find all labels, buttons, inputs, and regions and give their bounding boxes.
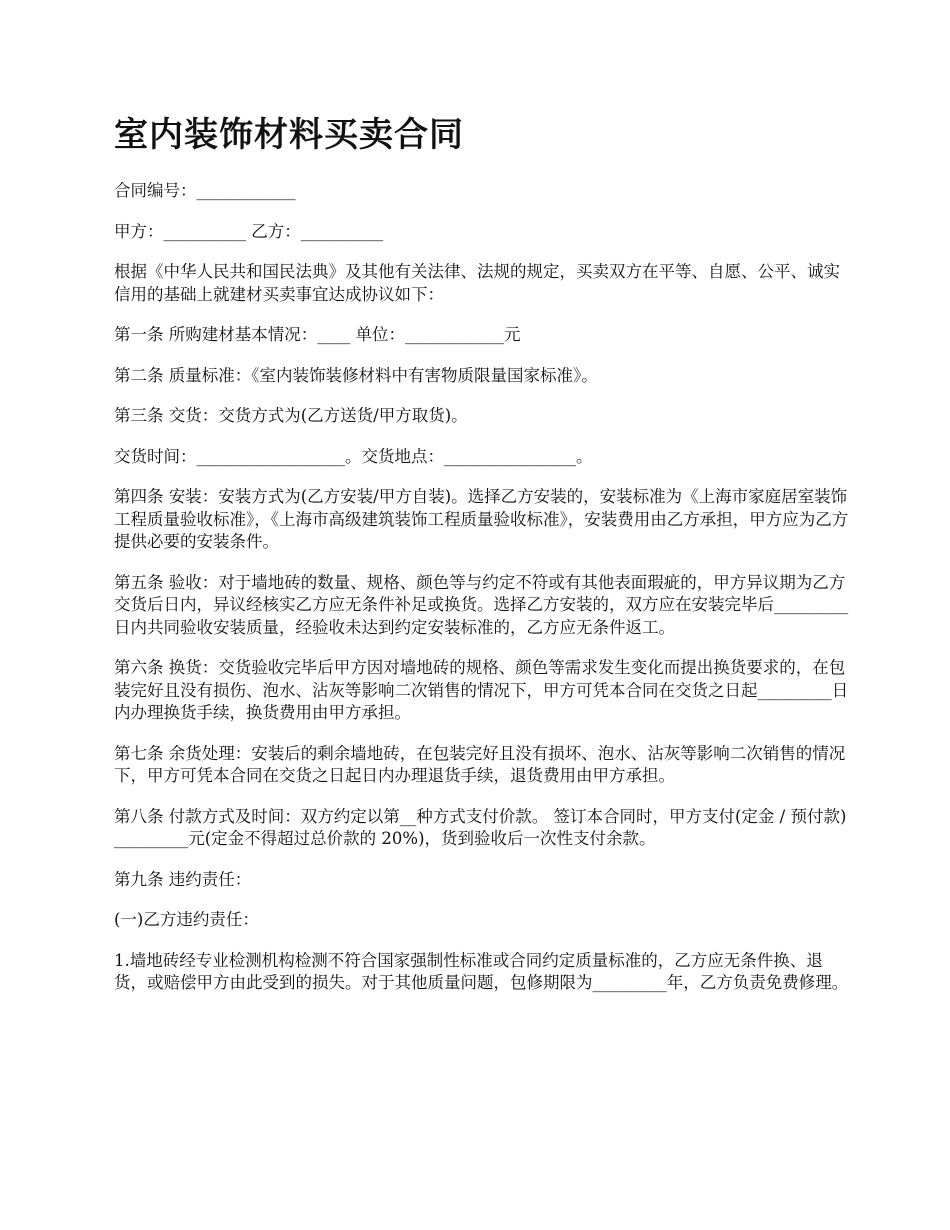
article-3: 第三条 交货：交货方式为(乙方送货/甲方取货)。	[114, 406, 468, 425]
parties-line: 甲方：__________ 乙方：__________	[114, 221, 384, 241]
article-4: 第四条 安装：安装方式为(乙方安装/甲方自装)。选择乙方安装的，安装标准为《上海市家庭居室装饰工程质量验收标准》，《上海市高级建筑装饰工程质量验收标准》，安装费用由乙方承担，甲方应为乙方提供必要的安装条件。	[114, 487, 849, 551]
delivery-time-place: 交货时间：__________________。交货地点：________________。	[114, 446, 593, 466]
article-7: 第七条 余货处理：安装后的剩余墙地砖，在包装完好且没有损坏、泡水、沾灰等影响二次销售的情况下，甲方可凭本合同在交货之日起日内办理退货手续，退货费用由甲方承担。	[114, 743, 846, 785]
contract-number: 合同编号：____________	[114, 181, 296, 200]
article-1: 第一条 所购建材基本情况：____ 单位：____________元	[114, 325, 521, 344]
contract-page	[114, 112, 854, 1013]
article-8: 第八条 付款方式及时间：双方约定以第__种方式支付价款。 签订本合同时，甲方支付(定金 / 预付款)_________元(定金不得超过总价款的 20%)，货到验收后一次性支付余款。	[114, 806, 847, 848]
seller-liability-item-1: 1.墙地砖经专业检测机构检测不符合国家强制性标准或合同约定质量标准的，乙方应无条件换、退货，或赔偿甲方由此受到的损失。对于其他质量问题，包修期限为_________年，乙方负责免费修理。	[114, 950, 849, 992]
preamble: 根据《中华人民共和国民法典》及其他有关法律、法规的规定，买卖双方在平等、自愿、公平、诚实信用的基础上就建材买卖事宜达成协议如下：	[114, 262, 840, 304]
document-title: 室内装饰材料买卖合同	[114, 115, 464, 155]
seller-liability-heading: (一)乙方违约责任：	[114, 910, 259, 929]
article-6: 第六条 换货：交货验收完毕后甲方因对墙地砖的规格、颜色等需求发生变化而提出换货要求的，在包装完好且没有损伤、泡水、沾灰等影响二次销售的情况下，甲方可凭本合同在交货之日起_________日内办理换货手续，换货费用由甲方承担。	[114, 658, 849, 722]
article-9: 第九条 违约责任：	[114, 869, 252, 889]
article-2: 第二条 质量标准：《室内装饰装修材料中有害物质限量国家标准》。	[114, 365, 598, 385]
article-5: 第五条 验收：对于墙地砖的数量、规格、颜色等与约定不符或有其他表面瑕疵的，甲方异议期为乙方交货后日内，异议经核实乙方应无条件补足或换货。选择乙方安装的，双方应在安装完毕后_________日内共同验收安装质量，经验收未达到约定安装标准的，乙方应无条件返工。	[114, 572, 849, 637]
